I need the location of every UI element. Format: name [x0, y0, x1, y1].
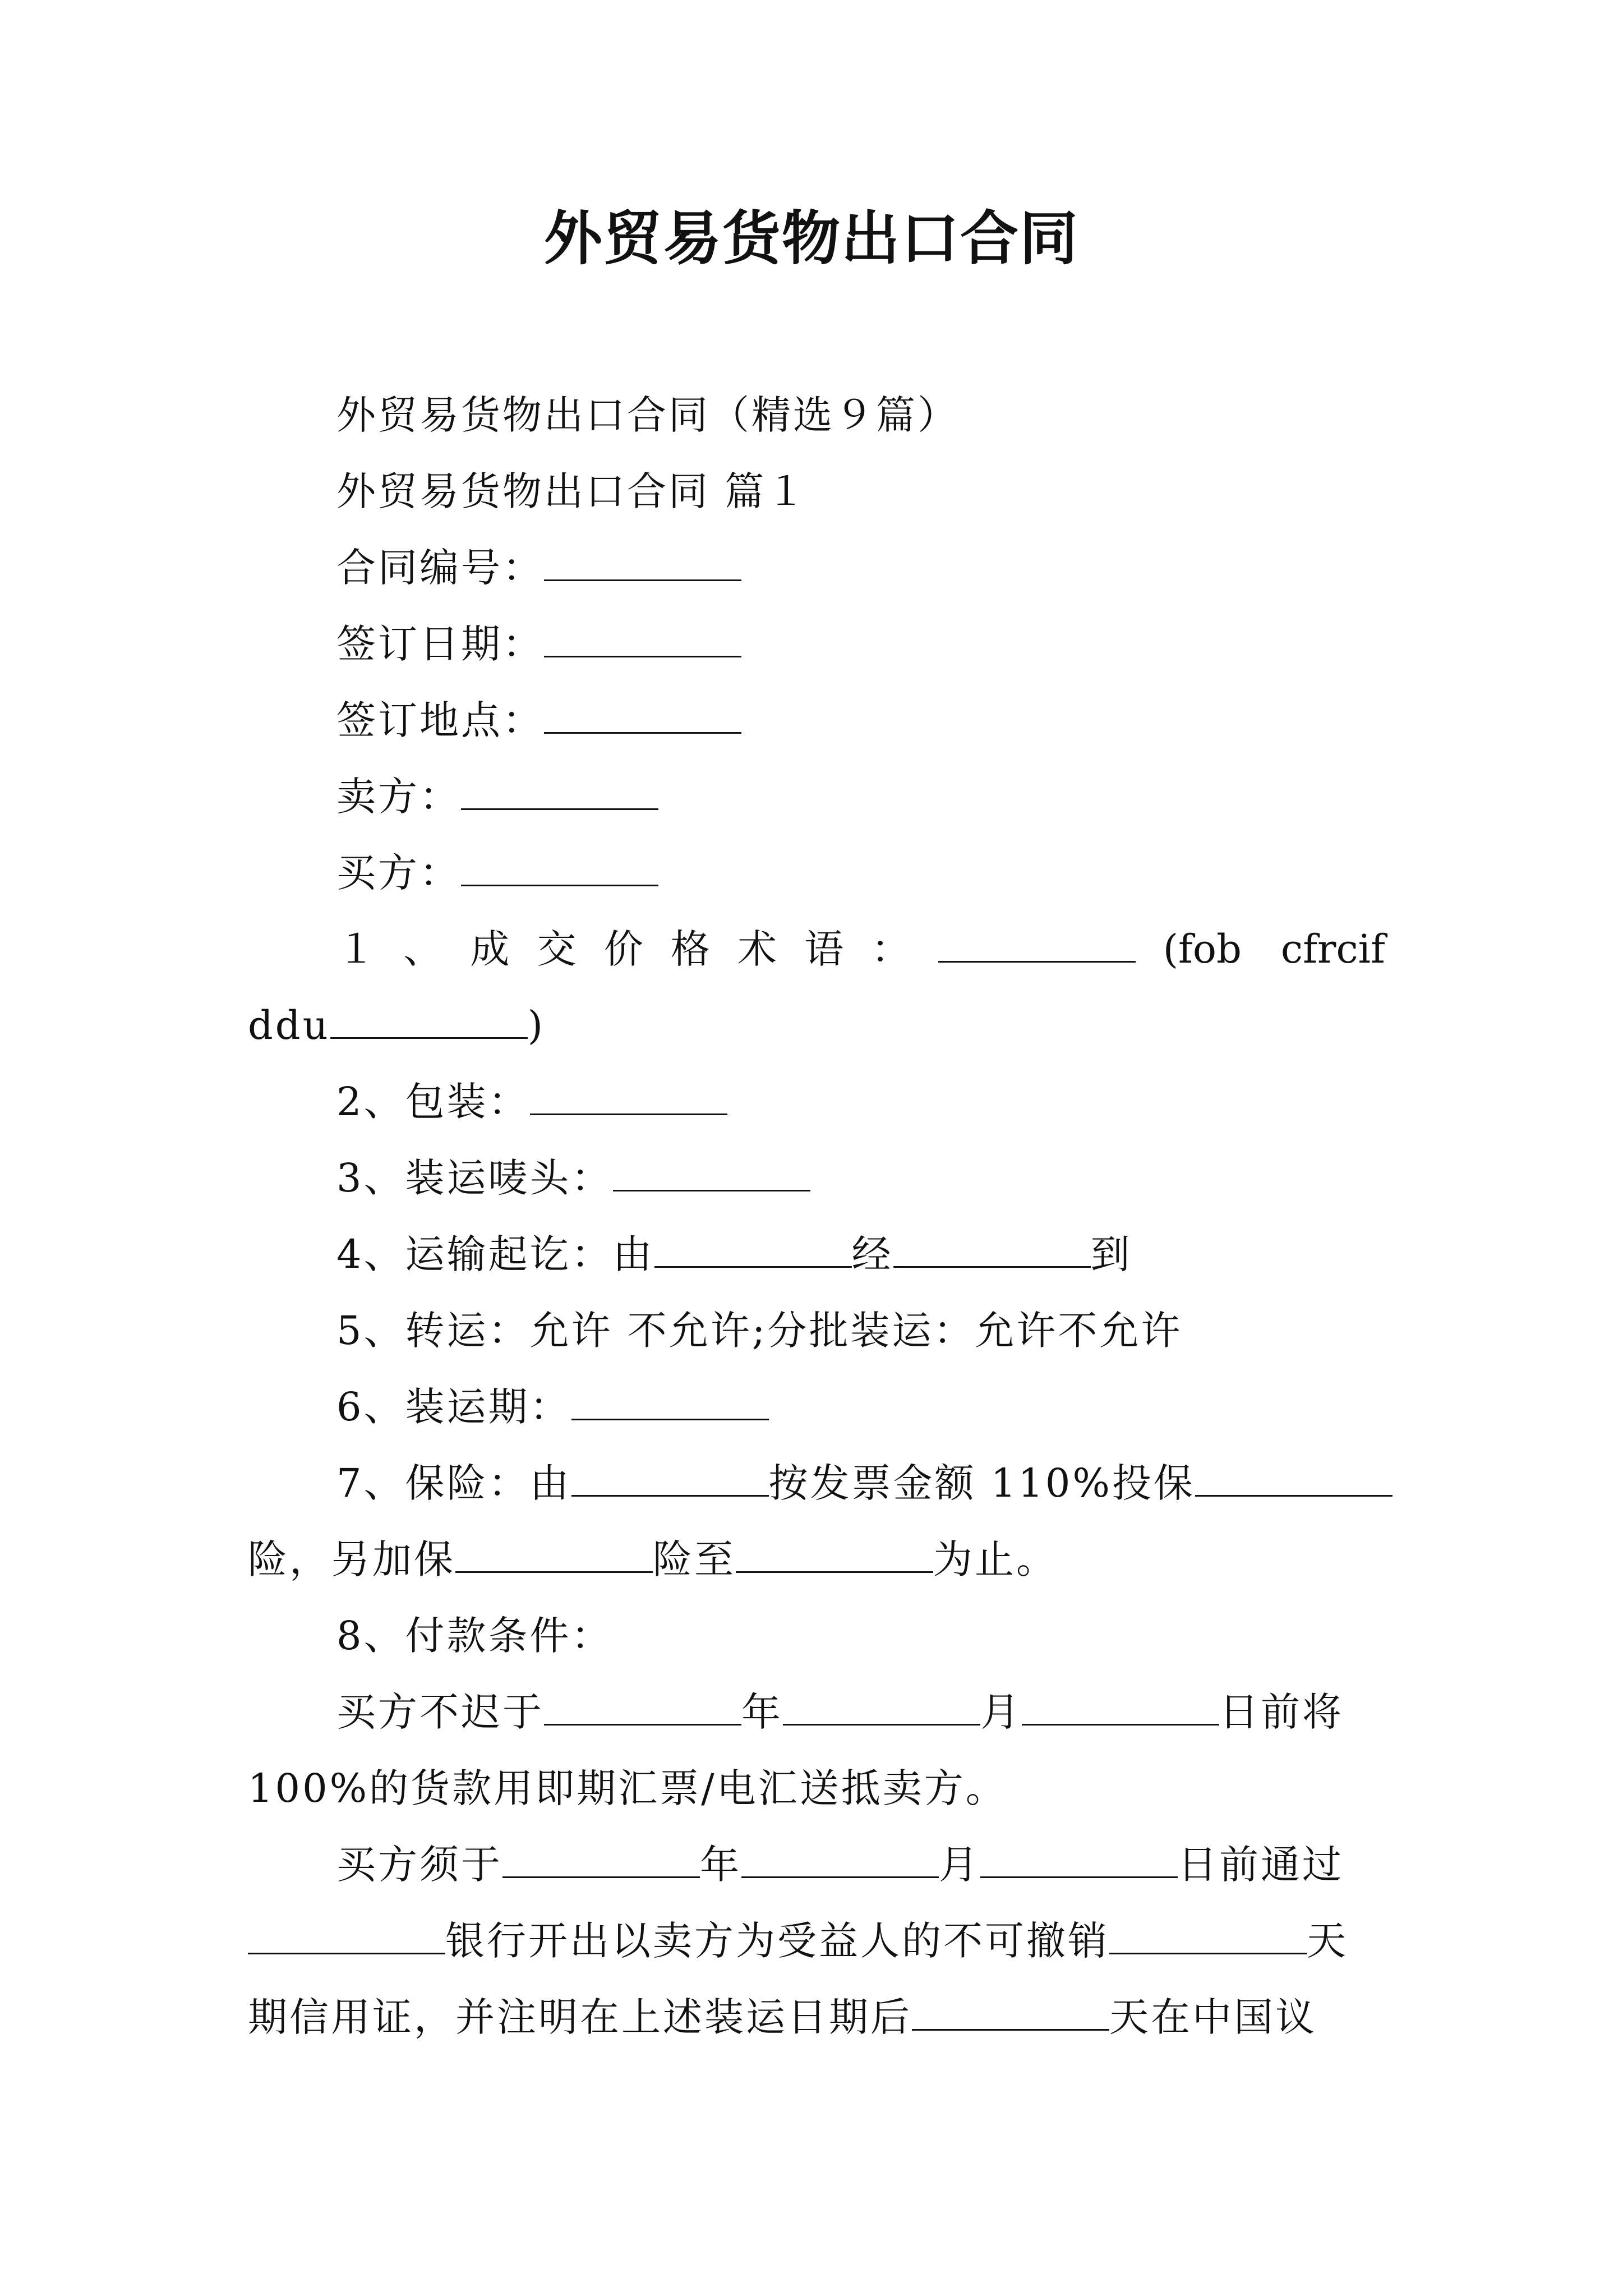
item2-packing — [336, 1074, 727, 1130]
item2-label: 2、包装： — [336, 1079, 530, 1125]
contract-number-blank — [544, 576, 741, 581]
item4-text-c: 到 — [1090, 1231, 1132, 1277]
item1-char: １ — [336, 926, 376, 972]
item1-line2-start: ddu — [248, 1002, 330, 1048]
document-title: 外贸易货物出口合同 — [543, 204, 1079, 273]
payment-clause-2-line3 — [248, 1989, 1317, 2045]
item1-char: 成 — [470, 926, 510, 972]
item1-char: 、 — [403, 926, 443, 972]
item7-text-b: 按发票金额 110%投保 — [768, 1460, 1195, 1506]
sign-place-line — [336, 692, 741, 748]
sign-date-blank — [544, 652, 741, 657]
pay2-blank-year — [502, 1873, 700, 1878]
pay1-text-b: 年 — [741, 1689, 783, 1735]
seller-line — [336, 769, 658, 825]
item7-text-c: 险，另加保 — [248, 1536, 455, 1582]
item4-text-b: 经 — [851, 1231, 893, 1277]
item7-blank-1 — [571, 1492, 769, 1497]
pay2-blank-after — [912, 2026, 1109, 2031]
item1-line2-end: ) — [527, 1002, 546, 1048]
pay1-blank-day — [1022, 1720, 1219, 1726]
pay1-text-d: 日前将 — [1219, 1689, 1344, 1735]
pay2-text-c: 月 — [939, 1842, 980, 1888]
item1-char: 价 — [603, 926, 643, 972]
payment-clause-1-line2: 100%的货款用即期汇票/电汇送抵卖方。 — [248, 1765, 1007, 1811]
item7-insurance — [336, 1455, 1393, 1511]
pay1-blank-year — [544, 1720, 741, 1726]
pay1-text-a: 买方不迟于 — [336, 1689, 544, 1735]
item7-text-e: 为止。 — [933, 1536, 1058, 1582]
pay2-text-h: 天在中国议 — [1109, 1994, 1317, 2040]
item1-price-terms — [336, 921, 1385, 977]
pay2-text-g: 期信用证，并注明在上述装运日期后 — [248, 1994, 912, 2040]
item1-blank — [938, 958, 1136, 963]
contract-number-label: 合同编号： — [336, 545, 544, 591]
sign-date-label: 签订日期： — [336, 621, 544, 667]
pay2-text-e: 银行开出以卖方为受益人的不可撤销 — [445, 1918, 1109, 1964]
item1-char: 格 — [670, 926, 710, 972]
item1-char: 语 — [804, 926, 844, 972]
item7-text-a: 7、保险：由 — [336, 1460, 571, 1506]
sign-date-line — [336, 616, 741, 672]
buyer-line — [336, 845, 658, 901]
item7-text-d: 险至 — [653, 1536, 736, 1582]
item4-blank-from — [654, 1263, 852, 1268]
item6-label: 6、装运期： — [336, 1384, 571, 1430]
document-subtitle: 外贸易货物出口合同（精选９篇） — [336, 392, 959, 438]
payment-clause-1 — [336, 1684, 1344, 1740]
part-heading: 外贸易货物出口合同 篇１ — [336, 468, 808, 514]
pay2-blank-month — [741, 1873, 939, 1878]
item4-blank-via — [893, 1263, 1091, 1268]
item6-shipment-period — [336, 1379, 769, 1435]
item7-blank-3 — [455, 1568, 653, 1573]
item8-payment-label: 8、付款条件： — [336, 1613, 613, 1659]
item2-blank — [530, 1110, 727, 1115]
pay2-text-b: 年 — [700, 1842, 741, 1888]
item6-blank — [571, 1415, 769, 1420]
item7-insurance-line2 — [248, 1531, 1058, 1588]
pay2-text-a: 买方须于 — [336, 1842, 502, 1888]
item1-char: 术 — [737, 926, 777, 972]
pay2-text-d: 日前通过 — [1178, 1842, 1344, 1888]
pay2-blank-days — [1109, 1949, 1307, 1954]
contract-number-line — [336, 540, 741, 596]
buyer-blank — [461, 881, 658, 886]
pay2-text-f: 天 — [1307, 1918, 1348, 1964]
item4-text-a: 4、运输起讫：由 — [336, 1231, 654, 1277]
item4-transport — [336, 1226, 1132, 1282]
pay2-blank-day — [980, 1873, 1178, 1878]
item3-label: 3、装运唛头： — [336, 1155, 613, 1201]
item1-char: ： — [871, 926, 911, 972]
item3-blank — [613, 1186, 810, 1191]
pay1-blank-month — [783, 1720, 980, 1726]
payment-clause-2-line2 — [248, 1913, 1348, 1969]
item3-marks — [336, 1150, 810, 1206]
seller-label: 卖方： — [336, 774, 461, 820]
item1-tail: (fob cfrcif — [1163, 926, 1385, 972]
item1-line2 — [248, 997, 545, 1053]
pay1-text-c: 月 — [980, 1689, 1022, 1735]
seller-blank — [461, 805, 658, 810]
item7-blank-2 — [1195, 1492, 1393, 1497]
item1-line2-blank — [330, 1034, 528, 1039]
buyer-label: 买方： — [336, 850, 461, 896]
item5-transshipment: 5、转运：允许 不允许;分批装运：允许不允许 — [336, 1308, 1183, 1354]
payment-clause-2 — [336, 1837, 1344, 1893]
pay2-blank-bank — [248, 1949, 445, 1954]
sign-place-label: 签订地点： — [336, 697, 544, 743]
sign-place-blank — [544, 729, 741, 734]
item7-blank-4 — [736, 1568, 933, 1573]
item1-char: 交 — [537, 926, 577, 972]
